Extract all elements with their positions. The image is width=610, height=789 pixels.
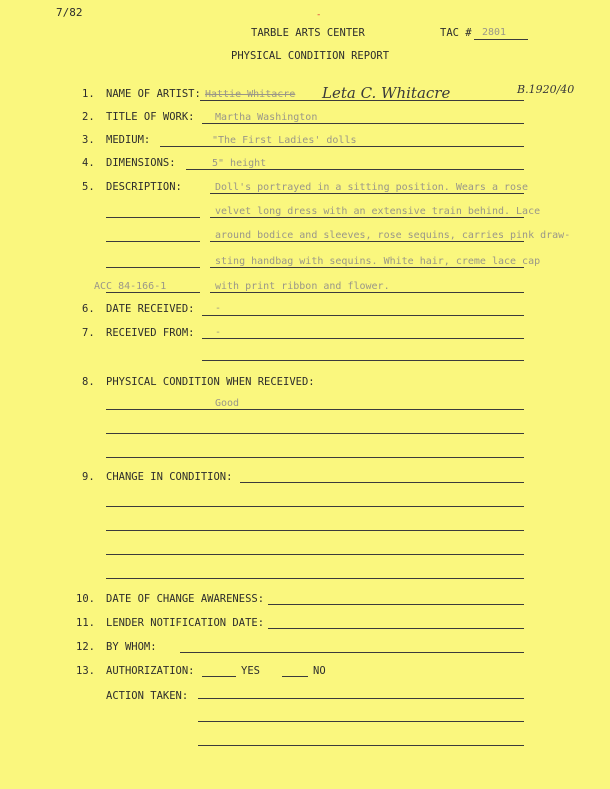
action-taken-label: ACTION TAKEN: — [106, 690, 189, 702]
description-line[interactable] — [210, 217, 524, 218]
tac-number-line — [474, 39, 528, 40]
change-condition-line[interactable] — [106, 530, 524, 531]
field-number: 9. — [82, 471, 95, 483]
date-received-line[interactable] — [202, 315, 524, 316]
authorization-no-label: NO — [313, 665, 326, 677]
description-line[interactable] — [210, 193, 524, 194]
medium-value: "The First Ladies' dolls — [212, 135, 357, 146]
authorization-yes-label: YES — [241, 665, 260, 677]
lender-date-label: LENDER NOTIFICATION DATE: — [106, 617, 265, 629]
red-tick-mark: - — [316, 10, 322, 20]
description-line[interactable] — [210, 267, 524, 268]
description-line-left[interactable] — [106, 292, 200, 293]
organization-name: TARBLE ARTS CENTER — [251, 27, 365, 39]
description-line[interactable] — [210, 292, 524, 293]
description-line-text: sting handbag with sequins. White hair, creme lace cap — [215, 256, 541, 267]
field-number: 11. — [76, 617, 95, 629]
date-received-label: DATE RECEIVED: — [106, 303, 195, 315]
condition-line[interactable] — [106, 457, 524, 458]
condition-line[interactable] — [106, 409, 524, 410]
change-condition-label: CHANGE IN CONDITION: — [106, 471, 233, 483]
field-number: 6. — [82, 303, 95, 315]
field-number: 1. — [82, 88, 95, 100]
field-number: 12. — [76, 641, 95, 653]
date-received-value: - — [215, 303, 222, 314]
title-value: Martha Washington — [215, 112, 318, 123]
medium-line[interactable] — [160, 146, 524, 147]
title-line[interactable] — [202, 123, 524, 124]
action-taken-line[interactable] — [198, 721, 524, 722]
tac-label: TAC # — [440, 27, 472, 39]
authorization-label: AUTHORIZATION: — [106, 665, 195, 677]
description-line-text: around bodice and sleeves, rose sequins, carries pink draw- — [215, 230, 571, 241]
by-whom-line[interactable] — [180, 652, 524, 653]
condition-received-value: Good — [215, 398, 240, 409]
dimensions-label: DIMENSIONS: — [106, 157, 176, 169]
received-from-line-2[interactable] — [202, 360, 524, 361]
field-number: 10. — [76, 593, 95, 605]
dimensions-value: 5" height — [212, 158, 267, 169]
field-number: 8. — [82, 376, 95, 388]
description-line-text: velvet long dress with an extensive train behind. Lace — [215, 206, 541, 217]
field-number: 13. — [76, 665, 95, 677]
date-change-label: DATE OF CHANGE AWARENESS: — [106, 593, 265, 605]
authorization-yes-line[interactable] — [202, 676, 236, 677]
description-line-left[interactable] — [106, 241, 200, 242]
field-number: 5. — [82, 181, 95, 193]
dimensions-line[interactable] — [186, 169, 524, 170]
title-label: TITLE OF WORK: — [106, 111, 195, 123]
field-number: 4. — [82, 157, 95, 169]
field-number: 2. — [82, 111, 95, 123]
field-number: 7. — [82, 327, 95, 339]
change-condition-line[interactable] — [106, 554, 524, 555]
description-line-text: with print ribbon and flower. — [215, 281, 390, 292]
artist-line[interactable] — [200, 100, 524, 101]
report-title: PHYSICAL CONDITION REPORT — [231, 50, 390, 62]
artist-handwritten-value: Leta C. Whitacre — [322, 84, 451, 102]
by-whom-label: BY WHOM: — [106, 641, 157, 653]
description-line-text: Doll's portrayed in a sitting position. Wears a rose — [215, 182, 529, 193]
description-label: DESCRIPTION: — [106, 181, 182, 193]
change-condition-line[interactable] — [240, 482, 524, 483]
action-taken-line[interactable] — [198, 698, 524, 699]
artist-label: NAME OF ARTIST: — [106, 88, 201, 100]
medium-label: MEDIUM: — [106, 134, 151, 146]
description-line-left[interactable] — [106, 217, 200, 218]
artist-handwritten-note: B.1920/40 — [517, 83, 575, 96]
received-from-value: - — [215, 327, 222, 338]
authorization-no-line[interactable] — [282, 676, 308, 677]
condition-received-label: PHYSICAL CONDITION WHEN RECEIVED: — [106, 376, 315, 388]
change-condition-line[interactable] — [106, 506, 524, 507]
artist-typed-value: Hattie Whitacre — [205, 89, 296, 100]
lender-date-line[interactable] — [268, 628, 524, 629]
acc-number: ACC 84-166-1 — [94, 281, 167, 292]
description-line-left[interactable] — [106, 267, 200, 268]
received-from-label: RECEIVED FROM: — [106, 327, 195, 339]
description-line[interactable] — [210, 241, 524, 242]
tac-number: 2801 — [482, 27, 507, 38]
condition-line[interactable] — [106, 433, 524, 434]
received-from-line[interactable] — [202, 338, 524, 339]
date-code: 7/82 — [56, 6, 83, 19]
change-condition-line[interactable] — [106, 578, 524, 579]
action-taken-line[interactable] — [198, 745, 524, 746]
date-change-line[interactable] — [268, 604, 524, 605]
field-number: 3. — [82, 134, 95, 146]
